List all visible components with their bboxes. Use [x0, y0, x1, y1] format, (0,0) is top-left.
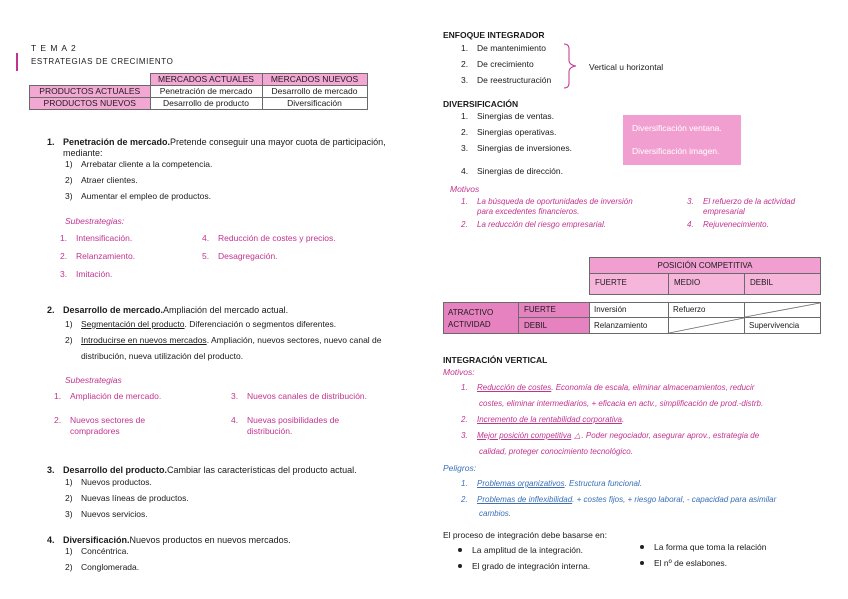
list-item: De crecimiento [477, 59, 534, 69]
cell-relanzamiento: Relanzamiento [589, 317, 669, 334]
list-item: Sinergias de inversiones. [477, 143, 572, 153]
motivos-label: Motivos [450, 184, 480, 194]
list-item: Sinergias operativas. [477, 127, 557, 137]
bullet-icon [640, 545, 644, 549]
page-subtitle: ESTRATEGIAS DE CRECIMIENTO [31, 57, 174, 66]
list-item: Ampliación de mercado. [70, 391, 162, 401]
row-header-atractivo: ATRACTIVO ACTIVIDAD [443, 302, 519, 334]
row-fuerte: FUERTE [518, 302, 590, 318]
row-debil: DEBIL [518, 317, 590, 334]
peligros-label: Peligros: [443, 463, 477, 473]
tema-label: T E M A 2 [31, 43, 77, 53]
curly-brace-icon [562, 43, 582, 89]
cell-empty [668, 317, 745, 334]
peligros-list: 1. Problemas organizativos . Estructura funcional. 2. Problemas de inflexibilidad . + costes fijos, + riesgo laboral, - capacidad para asimilar cambios. [461, 479, 777, 518]
list-item: Intensificación. [76, 233, 133, 243]
cell-supervivencia: Supervivencia [744, 317, 821, 334]
section-1: 1. Penetración de mercado. Pretende conseguir una mayor cuota de participación, mediante: [47, 137, 386, 158]
section-3-list: 1) Nuevos productos. 2) Nuevas líneas de productos. 3) Nuevos servicios. [65, 477, 189, 519]
list-item: De reestructuración [477, 75, 552, 85]
list-item: La forma que toma la relación [654, 542, 767, 552]
bullet-icon [458, 548, 462, 552]
matrix-row-nuevos: PRODUCTOS NUEVOS [30, 98, 151, 110]
section-title: Diversificación. [63, 535, 130, 545]
list-item: Atraer clientes. [81, 175, 138, 185]
list-item: Nuevos sectores de [70, 415, 146, 425]
list-item: Sinergias de dirección. [477, 166, 563, 176]
matrix-cell: Penetración de mercado [150, 86, 262, 98]
list-item: Nuevas líneas de productos. [81, 493, 189, 503]
integracion-motivos: 1. Reducción de costes . Economía de escala, eliminar almacenamientos, reducir costes, eliminar intermediarios, + eficacia en actv., simplificación de prod.-distrb. 2. Incremento de la rentabilidad corporativa . 3. Mejor posición competitiva △ . Poder negociador, asegurar aprov., estrategia de calidad, proteger conocimiento tecnológico. [461, 383, 764, 456]
matrix-cell: Diversificación [262, 98, 367, 110]
list-item: Nuevas posibilidades de [247, 415, 340, 425]
list-item: Imitación. [76, 269, 113, 279]
col-fuerte: FUERTE [589, 273, 669, 295]
bullet-icon [458, 564, 462, 568]
list-item: La búsqueda de oportunidades de inversión [477, 197, 633, 206]
subestrategias-label: Subestrategias [65, 375, 122, 385]
triangle-icon: △ [574, 431, 581, 440]
list-item: Nuevos productos. [81, 477, 152, 487]
list-item: El nº de eslabones. [654, 558, 728, 568]
cell-inversion: Inversión [589, 302, 669, 318]
cell-empty [744, 302, 821, 318]
section-4: 4. Diversificación. Nuevos productos en nuevos mercados. [47, 535, 291, 545]
motivos-label: Motivos: [443, 367, 475, 377]
position-table [443, 257, 823, 334]
list-item: Relanzamiento. [76, 251, 136, 261]
section-4-list: 1) Concéntrica. 2) Conglomerada. [65, 546, 140, 572]
section-2: 2. Desarrollo de mercado. Ampliación del mercado actual. [47, 305, 289, 315]
bullet-icon [640, 561, 644, 565]
matrix-cell: Desarrollo de mercado [262, 86, 367, 98]
sinergias-list: 1. Sinergias de ventas. 2. Sinergias operativas. 3. Sinergias de inversiones. 4. Sinergias de dirección. [461, 111, 572, 176]
diversificacion-box: Diversificación ventana. Diversificación imagen. [623, 115, 741, 165]
section-title: Desarrollo de mercado. [63, 305, 164, 315]
list-item: Reducción de costes y precios. [218, 233, 336, 243]
list-item: Concéntrica. [81, 546, 129, 556]
section-title: Desarrollo del producto. [63, 465, 168, 475]
matrix-cell: Desarrollo de producto [150, 98, 262, 110]
list-item: De mantenimiento [477, 43, 546, 53]
list-item: Desagregación. [218, 251, 278, 261]
matrix-header-nuevos: MERCADOS NUEVOS [262, 74, 367, 86]
list-item: La amplitud de la integración. [472, 545, 584, 555]
list-item: El refuerzo de la actividad [703, 197, 796, 206]
brace-label: Vertical u horizontal [589, 62, 664, 72]
section-title: Penetración de mercado. [63, 137, 171, 147]
integracion-base: El proceso de integración debe basarse en: [443, 530, 607, 540]
accent-bar [16, 53, 18, 71]
list-item: Conglomerada. [81, 562, 140, 572]
section-2-list: 1) Segmentación del producto . Diferenciación o segmentos diferentes. 2) Introducirse en nuevos mercados . Ampliación, nuevos sectores, nuevo canal de distribución, nueva utilización del producto. [65, 319, 382, 361]
section-1-list: 1) Arrebatar cliente a la competencia. 2) Atraer clientes. 3) Aumentar el empleo de productos. [65, 159, 213, 201]
list-item: El grado de integración interna. [472, 561, 591, 571]
col-debil: DEBIL [744, 273, 821, 295]
enfoque-list: 1. De mantenimiento 2. De crecimiento 3. De reestructuración [461, 43, 552, 85]
enfoque-title: ENFOQUE INTEGRADOR [443, 30, 545, 40]
integracion-title: INTEGRACIÓN VERTICAL [443, 355, 548, 365]
list-item: Sinergias de ventas. [477, 111, 555, 121]
list-item: Rejuvenecimiento. [703, 220, 769, 229]
col-medio: MEDIO [668, 273, 745, 295]
growth-matrix-table [29, 73, 368, 110]
list-item: Aumentar el empleo de productos. [81, 191, 211, 201]
section-3: 3. Desarrollo del producto. Cambiar las características del producto actual. [47, 465, 357, 475]
matrix-row-actuales: PRODUCTOS ACTUALES [30, 86, 151, 98]
cell-refuerzo: Refuerzo [668, 302, 745, 318]
diversificacion-title: DIVERSIFICACIÓN [443, 99, 519, 109]
list-item: Nuevos canales de distribución. [247, 391, 368, 401]
list-item: Nuevos servicios. [81, 509, 148, 519]
matrix-header-actuales: MERCADOS ACTUALES [150, 74, 262, 86]
subestrategias-label: Subestrategias: [65, 216, 125, 226]
position-title: POSICIÓN COMPETITIVA [657, 261, 753, 270]
list-item: La reducción del riesgo empresarial. [477, 220, 606, 229]
list-item: Arrebatar cliente a la competencia. [81, 159, 213, 169]
